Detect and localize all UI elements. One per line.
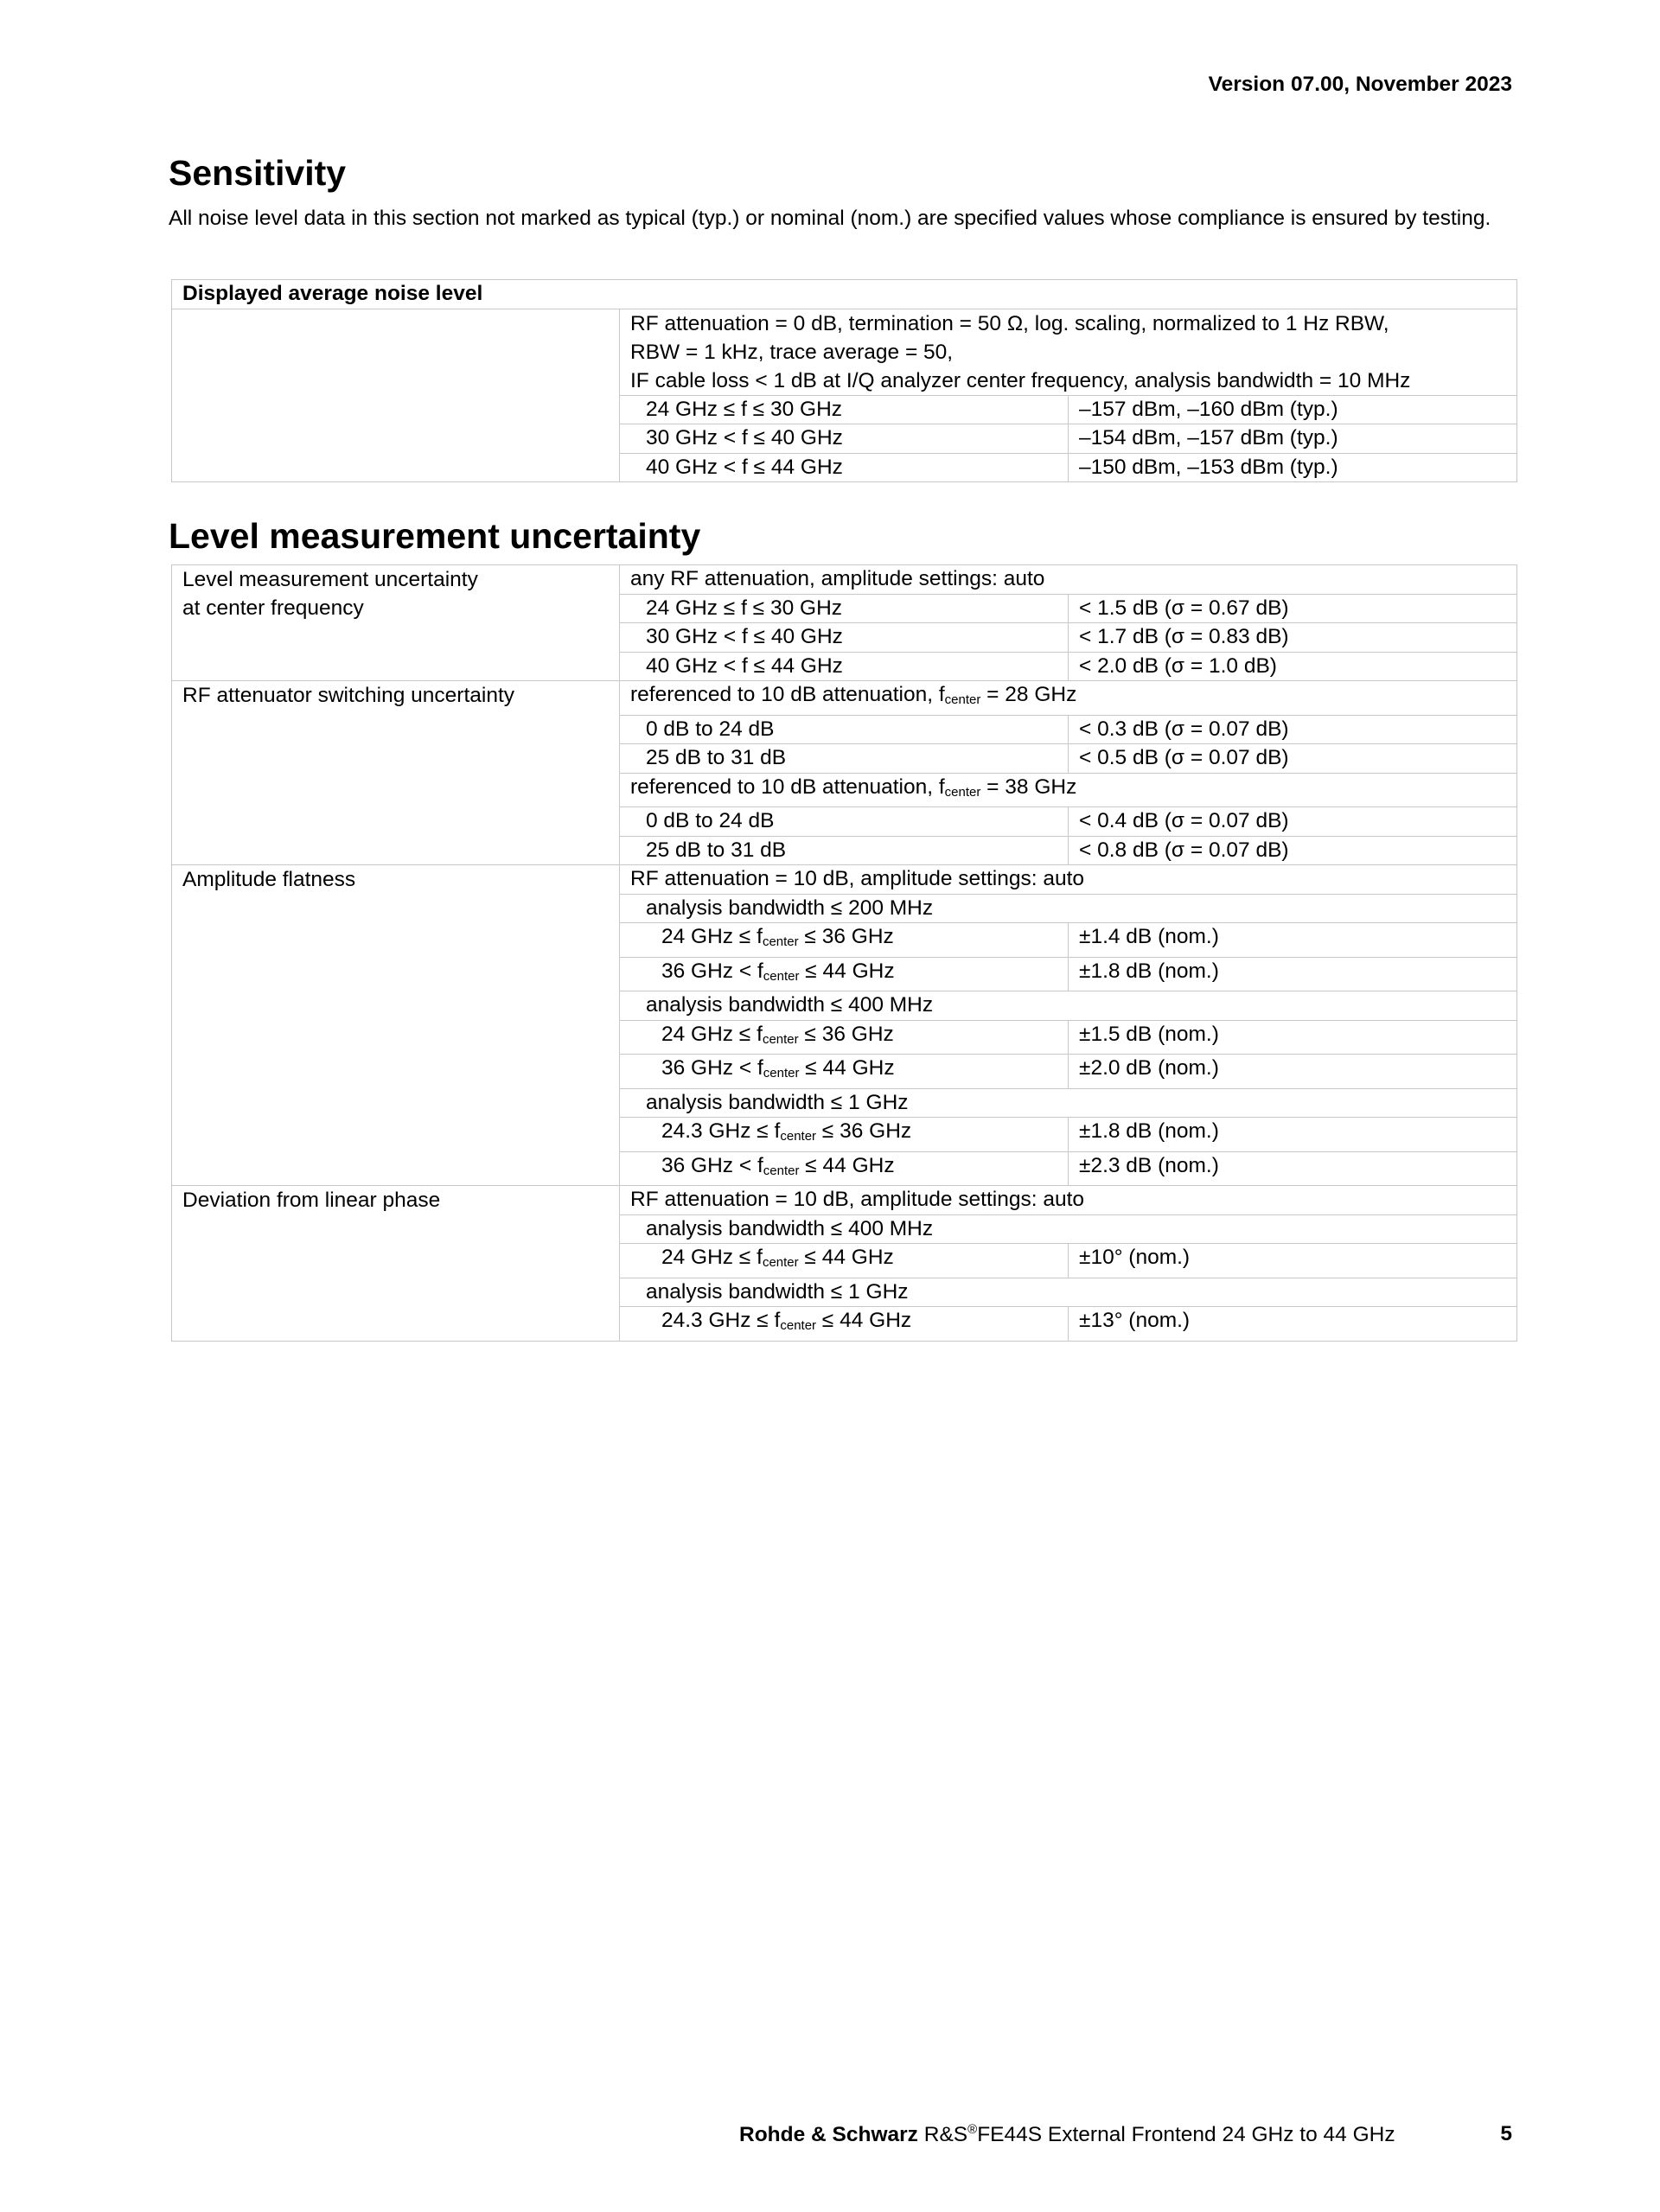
condition-line: RF attenuation = 0 dB, termination = 50 Ω, log. scaling, normalized to 1 Hz RBW, <box>630 311 1389 335</box>
bandwidth-condition: analysis bandwidth ≤ 1 GHz <box>620 1088 1517 1118</box>
condition-text: = 38 GHz <box>980 775 1077 799</box>
parameter-label: Amplitude flatness <box>172 865 620 1186</box>
bandwidth-condition: analysis bandwidth ≤ 200 MHz <box>620 894 1517 923</box>
frequency-range: 36 GHz < $f_{center} \le 44$ GHz <box>620 1055 1069 1089</box>
spec-value: < 0.3 dB (σ = 0.07 dB) <box>1069 715 1517 744</box>
spec-value: –154 dBm, –157 dBm (typ.) <box>1069 424 1517 454</box>
level-uncertainty-heading: Level measurement uncertainty <box>169 516 701 556</box>
condition-line: IF cable loss < 1 dB at I/Q analyzer center frequency, analysis bandwidth = 10 MHz <box>630 368 1411 392</box>
frequency-range: 24.3 GHz ≤ $f_{center} \le 44$ GHz <box>620 1307 1069 1342</box>
sensitivity-intro: All noise level data in this section not marked as typical (typ.) or nominal (nom.) are specified values whose compliance is ensured by testing. <box>169 207 1491 230</box>
table-row <box>172 565 1517 595</box>
condition-line: RBW = 1 kHz, trace average = 50, <box>630 340 954 364</box>
frequency-range: 36 GHz < $f_{center} \le 44$ GHz <box>620 957 1069 991</box>
document-version: Version 07.00, November 2023 <box>1208 73 1512 96</box>
sensitivity-table <box>171 279 1517 482</box>
spec-value: < 0.5 dB (σ = 0.07 dB) <box>1069 744 1517 774</box>
spec-value: ±13° (nom.) <box>1069 1307 1517 1342</box>
frequency-range: 24 GHz ≤ $f_{center} \le 44$ GHz <box>620 1244 1069 1278</box>
spec-value: ±10° (nom.) <box>1069 1244 1517 1278</box>
condition-text: referenced to 10 dB attenuation, f <box>630 775 945 799</box>
table-row <box>172 865 1517 895</box>
attenuation-range: 25 dB to 31 dB <box>620 836 1069 865</box>
spec-value: ±1.8 dB (nom.) <box>1069 1118 1517 1152</box>
table-row <box>172 681 1517 716</box>
subscript: center <box>944 692 981 707</box>
label-line: Level measurement uncertainty <box>182 568 478 591</box>
spec-value: –150 dBm, –153 dBm (typ.) <box>1069 453 1517 482</box>
parameter-label <box>172 565 620 681</box>
frequency-range: 36 GHz < $f_{center} \le 44$ GHz <box>620 1151 1069 1186</box>
condition-cell: RF attenuation = 10 dB, amplitude settings: auto <box>620 1186 1517 1215</box>
label-line: at center frequency <box>182 596 364 620</box>
registered-mark: ® <box>967 2122 978 2137</box>
bandwidth-condition: analysis bandwidth ≤ 400 MHz <box>620 1214 1517 1244</box>
spec-value: < 1.5 dB (σ = 0.67 dB) <box>1069 594 1517 623</box>
conditions-cell <box>620 309 1517 395</box>
frequency-range: 24 GHz ≤ $f_{center} \le 36$ GHz <box>620 923 1069 958</box>
bandwidth-condition: analysis bandwidth ≤ 1 GHz <box>620 1278 1517 1307</box>
frequency-range: 24.3 GHz ≤ $f_{center} \le 36$ GHz <box>620 1118 1069 1152</box>
spec-value: ±2.3 dB (nom.) <box>1069 1151 1517 1186</box>
subscript: center <box>944 784 981 800</box>
attenuation-range: 0 dB to 24 dB <box>620 715 1069 744</box>
frequency-range: 24 GHz ≤ $f_{center} \le 36$ GHz <box>620 1020 1069 1055</box>
table-row <box>172 1186 1517 1215</box>
sensitivity-heading: Sensitivity <box>169 153 347 193</box>
bandwidth-condition: analysis bandwidth ≤ 400 MHz <box>620 991 1517 1021</box>
parameter-label: Deviation from linear phase <box>172 1186 620 1342</box>
spec-value: ±1.4 dB (nom.) <box>1069 923 1517 958</box>
table-header-row <box>172 280 1517 309</box>
footer-product: FE44S External Frontend 24 GHz to 44 GHz <box>977 2123 1395 2146</box>
table-row <box>172 309 1517 395</box>
spec-value: ±1.8 dB (nom.) <box>1069 957 1517 991</box>
parameter-label: RF attenuator switching uncertainty <box>172 681 620 865</box>
frequency-range: 40 GHz < f ≤ 44 GHz <box>620 652 1069 681</box>
condition-cell <box>620 681 1517 716</box>
frequency-range: 24 GHz ≤ f ≤ 30 GHz <box>620 594 1069 623</box>
footer-title <box>739 2122 1395 2147</box>
spec-value: < 2.0 dB (σ = 1.0 dB) <box>1069 652 1517 681</box>
level-uncertainty-table <box>171 564 1517 1342</box>
spec-value: < 0.8 dB (σ = 0.07 dB) <box>1069 836 1517 865</box>
frequency-range: 30 GHz < f ≤ 40 GHz <box>620 623 1069 653</box>
condition-cell: RF attenuation = 10 dB, amplitude settings: auto <box>620 865 1517 895</box>
spec-value: ±2.0 dB (nom.) <box>1069 1055 1517 1089</box>
frequency-range: 30 GHz < f ≤ 40 GHz <box>620 424 1069 454</box>
condition-cell <box>620 773 1517 807</box>
frequency-range: 40 GHz < f ≤ 44 GHz <box>620 453 1069 482</box>
condition-cell: any RF attenuation, amplitude settings: auto <box>620 565 1517 595</box>
condition-text: referenced to 10 dB attenuation, f <box>630 683 945 706</box>
page-number: 5 <box>1500 2122 1512 2145</box>
attenuation-range: 0 dB to 24 dB <box>620 807 1069 837</box>
attenuation-range: 25 dB to 31 dB <box>620 744 1069 774</box>
table-header: Displayed average noise level <box>172 280 1517 309</box>
spec-value: < 1.7 dB (σ = 0.83 dB) <box>1069 623 1517 653</box>
footer-product: R&S <box>917 2123 968 2146</box>
spec-value: < 0.4 dB (σ = 0.07 dB) <box>1069 807 1517 837</box>
empty-label-cell <box>172 309 620 482</box>
condition-text: = 28 GHz <box>980 683 1077 706</box>
spec-value: –157 dBm, –160 dBm (typ.) <box>1069 395 1517 424</box>
frequency-range: 24 GHz ≤ f ≤ 30 GHz <box>620 395 1069 424</box>
footer-brand: Rohde & Schwarz <box>739 2123 918 2146</box>
spec-value: ±1.5 dB (nom.) <box>1069 1020 1517 1055</box>
